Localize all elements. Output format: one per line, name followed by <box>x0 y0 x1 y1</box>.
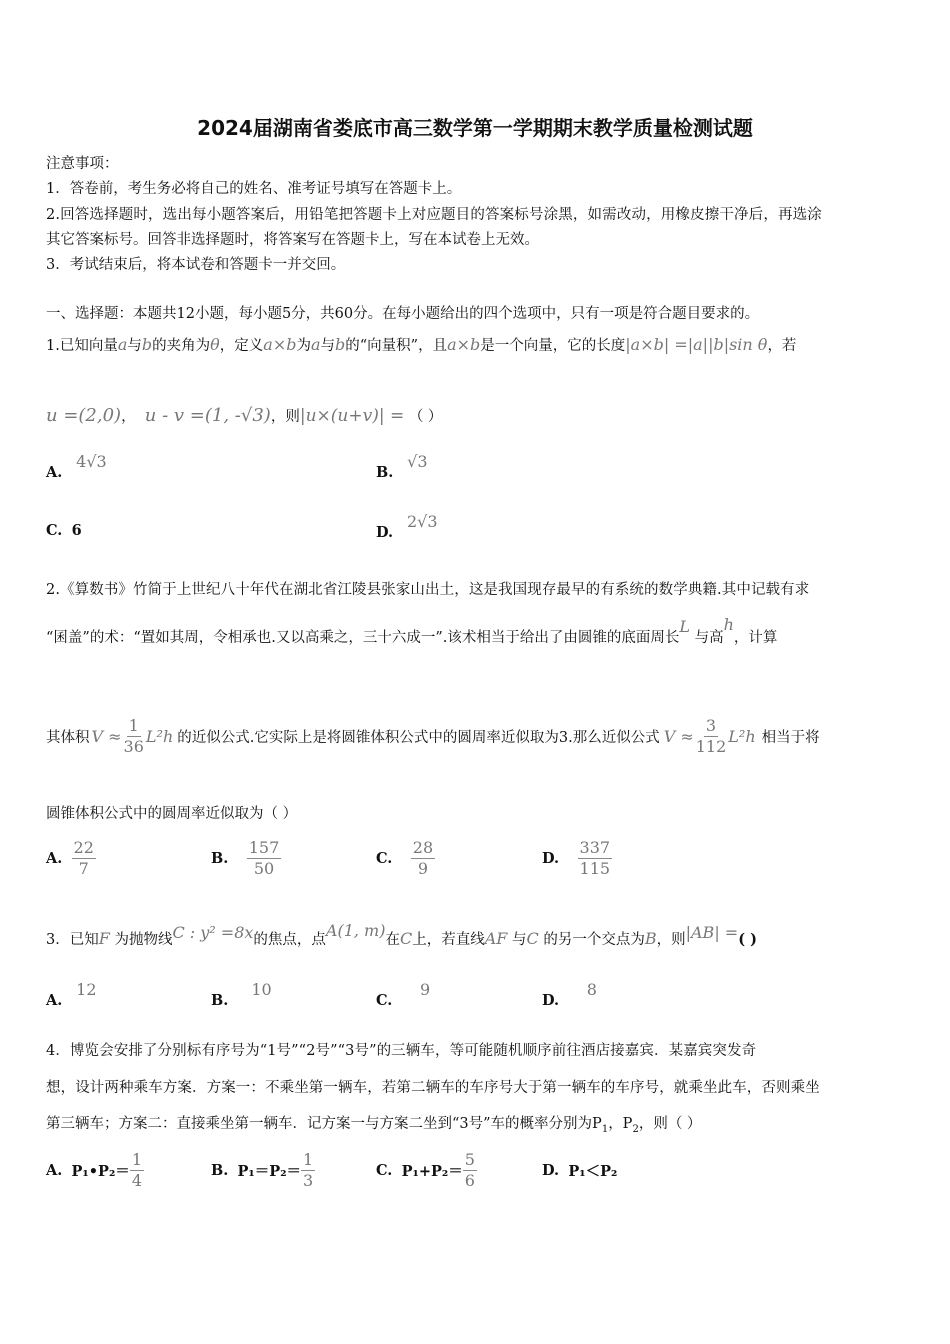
question-1-condition: u =(2,0)， u - v =(1, -√3)，则|u×(u+v)| = （ ） <box>46 405 443 426</box>
question-4-stem: 4．博览会安排了分别标有序号为“1号”“2号”“3号”的三辆车，等可能随机顺序前往酒店接嘉宾．某嘉宾突发奇 <box>46 1043 757 1059</box>
question-2-stem: 2.《算数书》竹简于上世纪八十年代在湖北省江陵县张家山出土，这是我国现存最早的有系统的数学典籍.其中记载有求 <box>46 582 810 598</box>
option-b[interactable]: B. 10 <box>211 980 272 1009</box>
option-a[interactable]: A. 4√3 <box>46 452 107 481</box>
option-c[interactable]: C. 9 <box>376 980 431 1009</box>
option-a[interactable]: A. 12 <box>46 980 97 1009</box>
notice-item: 其它答案标号。回答非选择题时，将答案写在答题卡上，写在本试卷上无效。 <box>46 232 539 248</box>
option-d[interactable]: D. 2√3 <box>376 512 438 541</box>
option-d[interactable]: D. $\frac{337}{115}$ <box>542 837 611 878</box>
question-4-stem: 想，设计两种乘车方案．方案一：不乘坐第一辆车，若第二辆车的车序号大于第一辆车的车序号，就乘坐此车，否则乘坐 <box>46 1080 820 1096</box>
vector-length-formula: |a×b| =|a||b|sin θ <box>625 335 768 354</box>
option-d[interactable]: D. 8 <box>542 980 597 1009</box>
option-b[interactable]: B. P₁＝P₂＝ $\frac{1}{3}$ <box>211 1149 314 1190</box>
question-4-stem: 第三辆车；方案二：直接乘坐第一辆车．记方案一与方案二坐到“3号”车的概率分别为$P_1$，$P_2$，则（ ） <box>46 1116 702 1135</box>
option-b[interactable]: B. √3 <box>376 452 428 481</box>
option-a[interactable]: A. P₁•P₂＝ $\frac{1}{4}$ <box>46 1149 142 1190</box>
notice-item: 3．考试结束后，将本试卷和答题卡一并交回。 <box>46 257 346 273</box>
fraction: $\frac{3}{112}$ <box>695 715 727 756</box>
notice-item: 1．答卷前，考生务必将自己的姓名、准考证号填写在答题卡上。 <box>46 181 462 197</box>
fraction: $\frac{1}{36}$ <box>123 715 144 756</box>
option-a[interactable]: A. $\frac{22}{7}$ <box>46 837 94 878</box>
section-heading: 一、选择题：本题共12小题，每小题5分，共60分。在每小题给出的四个选项中，只有一项是符合题目要求的。 <box>46 306 760 322</box>
notice-heading: 注意事项： <box>46 156 119 172</box>
question-2-stem: “囷盖”的术：“置如其周，令相承也.又以高乘之，三十六成一”.该术相当于给出了由圆锥的底面周长L 与高h，计算 <box>46 615 778 646</box>
option-c[interactable]: C. $\frac{28}{9}$ <box>376 837 434 878</box>
page-title: 2024届湖南省娄底市高三数学第一学期期末教学质量检测试题 <box>197 116 753 140</box>
option-d[interactable]: D. P₁＜P₂ <box>542 1161 618 1180</box>
notice-item: 2.回答选择题时，选出每小题答案后，用铅笔把答题卡上对应题目的答案标号涂黑，如需改动，用橡皮擦干净后，再选涂 <box>46 207 822 223</box>
option-b[interactable]: B. $\frac{157}{50}$ <box>211 837 280 878</box>
question-1-stem: 1.已知向量a与b的夹角为θ，定义a×b为a与b的“向量积”，且a×b是一个向量，它的长度|a×b| =|a||b|sin θ，若 <box>46 335 797 354</box>
question-3-stem: 3．已知F 为抛物线C : y² =8x的焦点，点A(1, m)在C上，若直线AF 与C 的另一个交点为B，则|AB| =( ) <box>46 921 757 948</box>
option-c[interactable]: C. 6 <box>46 522 82 539</box>
question-2-stem: 圆锥体积公式中的圆周率近似取为（ ） <box>46 806 298 822</box>
question-2-formula-line: 其体积 V ≈ $\frac{1}{36}$ L²h 的近似公式.它实际上是将圆锥体积公式中的圆周率近似取为3.那么近似公式 V ≈ $\frac{3}{112}$ L²h 相当于将 <box>46 715 820 756</box>
option-c[interactable]: C. P₁+P₂＝ $\frac{5}{6}$ <box>376 1149 475 1190</box>
